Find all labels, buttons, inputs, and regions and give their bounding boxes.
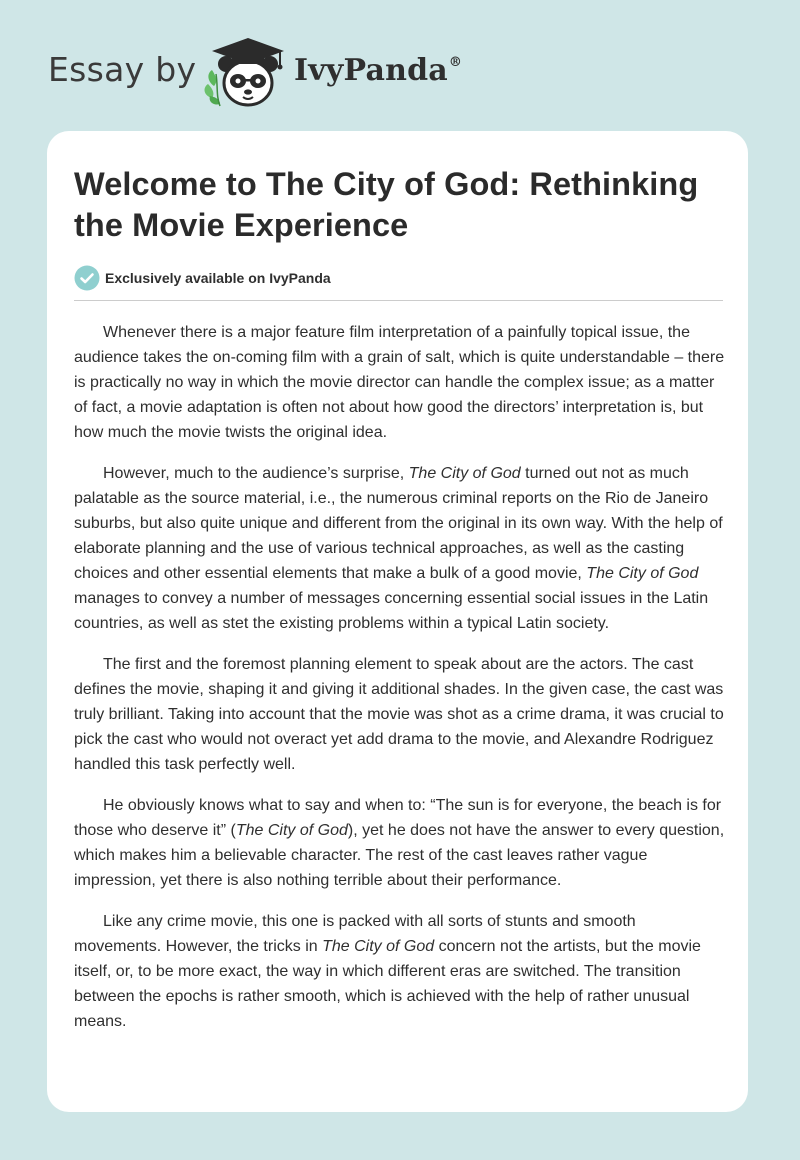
- movie-title: The City of God: [322, 938, 435, 955]
- paragraph: [74, 461, 726, 636]
- paragraph-text: ), yet he does not have the answer to every question, which makes him a believable character. The rest of the cast leaves rather vague impression, yet there is also nothing terrible about their performance.: [74, 822, 725, 889]
- title-divider: [74, 300, 723, 301]
- paragraph-text: concern not the artists, but the movie itself, or, to be more exact, the way in which different eras are switched. The transition between the epochs is rather smooth, which is achieved with the help of rather unusual means.: [74, 938, 701, 1030]
- paragraph-text: However, much to the audience’s surprise,: [103, 465, 409, 482]
- brand-name: [294, 53, 462, 88]
- movie-title: The City of God: [586, 565, 699, 582]
- essay-card: [47, 131, 748, 1112]
- paragraph-text: The first and the foremost planning element to speak about are the actors. The cast defines the movie, shaping it and giving it additional shades. In the given case, the cast was truly brilliant. Taking into account that the movie was shot as a crime drama, it was crucial to pick the cast who would not overact yet add drama to the movie, and Alexandre Rodriguez handled this task perfectly well.: [74, 656, 724, 773]
- paragraph: [74, 793, 726, 893]
- paragraph-text: He obviously knows what to say and when to: “The sun is for everyone, the beach is for those who deserve it” (: [74, 797, 722, 839]
- essay-body: [74, 320, 726, 1034]
- paragraph-text: manages to convey a number of messages concerning essential social issues in the Latin countries, as well as stet the existing problems within a typical Latin society.: [74, 590, 709, 632]
- check-circle-icon: [74, 265, 100, 291]
- paragraph-text: turned out not as much palatable as the source material, i.e., the numerous criminal reports on the Rio de Janeiro suburbs, but also quite unique and different from the original in its own way. With the help of elaborate planning and the use of various technical approaches, as well as the casting choices and other essential elements that make a bulk of a good movie,: [74, 465, 723, 582]
- exclusive-badge: [74, 265, 722, 291]
- panda-graduate-icon: [200, 34, 292, 110]
- paragraph: [74, 909, 726, 1034]
- brand-name-text: IvyPanda: [294, 53, 448, 88]
- brand-header: [48, 34, 488, 110]
- brand-prefix: Essay by: [48, 50, 197, 89]
- movie-title: The City of God: [408, 465, 521, 482]
- paragraph-text: Like any crime movie, this one is packed with all sorts of stunts and smooth movements. However, the tricks in: [74, 913, 636, 955]
- exclusive-badge-text: Exclusively available on IvyPanda: [105, 270, 331, 286]
- paragraph-text: Whenever there is a major feature film interpretation of a painfully topical issue, the audience takes the on-coming film with a grain of salt, which is quite understandable – there is practically no way in which the movie director can handle the complex issue; as a matter of fact, a movie adaptation is often not about how good the directors’ interpretation is, but how much the movie twists the original idea.: [74, 324, 725, 441]
- paragraph: [74, 320, 726, 445]
- paragraph: [74, 652, 726, 777]
- essay-title: Welcome to The City of God: Rethinking the Movie Experience: [74, 166, 699, 243]
- registered-mark: ®: [448, 55, 463, 70]
- movie-title: The City of God: [235, 822, 348, 839]
